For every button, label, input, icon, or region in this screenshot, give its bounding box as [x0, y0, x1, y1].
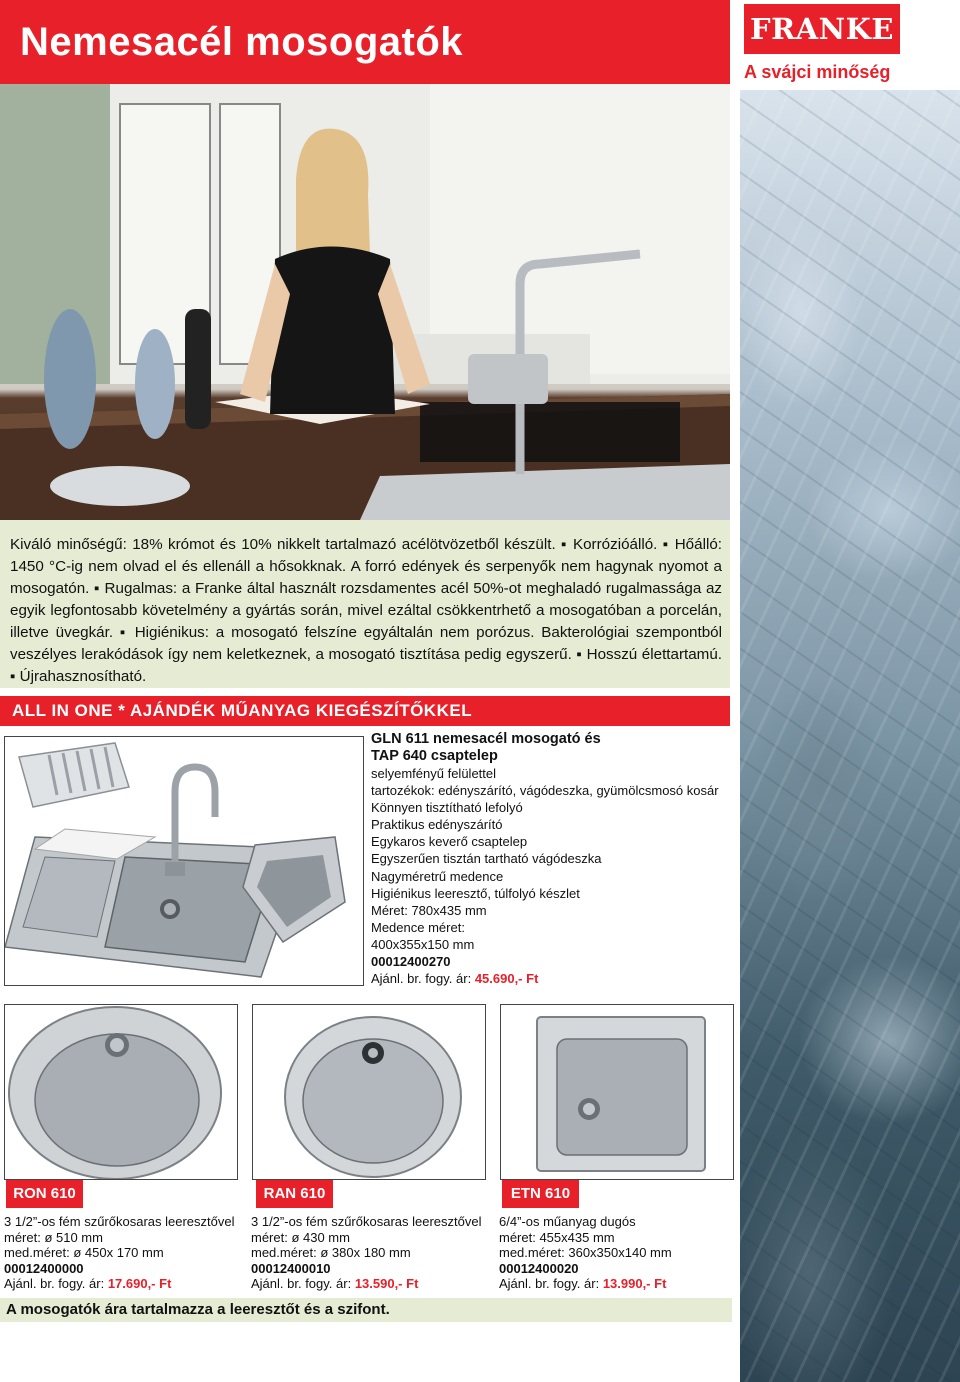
price-label: Ajánl. br. fogy. ár: [371, 971, 475, 987]
product-code: 00012400010 [251, 1260, 331, 1276]
price-footnote: A mosogatók ára tartalmazza a leeresztőt és a szifont. [0, 1298, 732, 1322]
feature-line: 400x355x150 mm [371, 936, 475, 952]
product-desc: 3 1/2”-os fém szűrőkosaras leeresztővel [4, 1214, 235, 1229]
featured-product-title-line1: GLN 611 nemesacél mosogató és [371, 731, 601, 747]
product-image-ran-610 [252, 1004, 486, 1180]
product-image-etn-610 [500, 1004, 734, 1180]
hero-photo [0, 84, 730, 520]
featured-price-row [371, 970, 731, 987]
product-info-ron-610 [4, 1214, 244, 1292]
product-price: 17.690,- Ft [107, 1276, 172, 1292]
featured-product-code: 00012400270 [371, 954, 451, 970]
product-image-ron-610 [4, 1004, 238, 1180]
product-desc: 6/4”-os műanyag dugós [499, 1214, 636, 1229]
featured-product-title-line2: TAP 640 csaptelep [371, 748, 498, 764]
product-info-ran-610 [251, 1214, 491, 1292]
franke-logo: FRANKE [744, 4, 900, 54]
brand-logo-area [740, 0, 960, 90]
product-price-row [4, 1276, 244, 1292]
product-basin-size: med.méret: 360x350x140 mm [499, 1245, 672, 1261]
feature-line: selyemfényű felülettel [371, 766, 497, 781]
feature-line: Praktikus edényszárító [371, 817, 503, 833]
product-label-ran-610: RAN 610 [256, 1180, 333, 1208]
brand-tagline: A svájci minőség [744, 62, 891, 82]
feature-line: Higiénikus leeresztő, túlfolyó készlet [371, 885, 580, 901]
product-price: 13.590,- Ft [354, 1276, 419, 1292]
featured-product-info [371, 731, 731, 987]
feature-line: Egykaros keverő csaptelep [371, 834, 528, 850]
square-sink-illustration [501, 1005, 734, 1180]
feature-line: Méret: 780x435 mm [371, 902, 487, 918]
title-bar [0, 0, 730, 84]
product-code: 00012400000 [4, 1260, 84, 1276]
product-desc: 3 1/2”-os fém szűrőkosaras leeresztővel [251, 1214, 482, 1229]
product-basin-size: med.méret: ø 380x 180 mm [251, 1245, 411, 1261]
intro-text-panel [0, 520, 730, 688]
round-sink-illustration [253, 1005, 486, 1180]
feature-line: tartozékok: edényszárító, vágódeszka, gyümölcsmosó kosár [371, 783, 719, 799]
feature-line: Könnyen tisztítható lefolyó [371, 800, 523, 816]
product-price-row [251, 1276, 491, 1292]
product-price: 13.990,- Ft [602, 1276, 667, 1292]
product-size: méret: ø 430 mm [251, 1229, 350, 1245]
product-size: méret: ø 510 mm [4, 1229, 103, 1245]
product-basin-size: med.méret: ø 450x 170 mm [4, 1245, 164, 1261]
page-title: Nemesacél mosogatók [20, 20, 464, 64]
featured-product-image [4, 736, 364, 986]
price-label: Ajánl. br. fogy. ár: [251, 1276, 355, 1292]
feature-line: Egyszerűen tisztán tartható vágódeszka [371, 851, 602, 867]
round-sink-illustration [5, 1005, 238, 1180]
price-label: Ajánl. br. fogy. ár: [4, 1276, 108, 1292]
product-price-row [499, 1276, 739, 1292]
marble-background [740, 90, 960, 1382]
sink-set-illustration [5, 737, 364, 986]
feature-line: Nagyméretrű medence [371, 868, 504, 884]
product-info-etn-610 [499, 1214, 739, 1292]
intro-text: Kiváló minőségű: 18% krómot és 10% nikkelt tartalmazó acélötvözetből készült. ▪ Korrózióálló. ▪ Hőálló: 1450 °C-ig nem olvad el és ellenáll a hősokknak. A forró edények és serpenyők nem hagynak nyomot a mosogatón. ▪ Rugalmas: a Franke által használt rozsdamentes acél 50%-ot meghaladó rugalmassága az egyik legfontosabb követelmény a gyártás során, mivel ezáltal csökkentrhető a mosogatóban a porcelán, illetve üvegkár. ▪ Higiénikus: a mosogató felszíne egyáltalán nem porózus. Bakterológiai szempontból veszélyes lerakódások így nem keletkeznek, a mosogató tisztítása pedig egyszerű. ▪ Hosszú élettartamú. ▪ Újrahasznosítható. [10, 536, 722, 685]
kitchen-scene-illustration [0, 84, 730, 520]
feature-line: Medence méret: [371, 919, 465, 935]
product-label-etn-610: ETN 610 [502, 1180, 579, 1208]
product-label-ron-610: RON 610 [6, 1180, 83, 1208]
price-label: Ajánl. br. fogy. ár: [499, 1276, 603, 1292]
section-heading: ALL IN ONE * AJÁNDÉK MŰANYAG KIEGÉSZÍTŐKKEL [0, 696, 730, 726]
featured-price: 45.690,- Ft [474, 971, 539, 987]
product-code: 00012400020 [499, 1260, 579, 1276]
product-size: méret: 455x435 mm [499, 1229, 615, 1245]
